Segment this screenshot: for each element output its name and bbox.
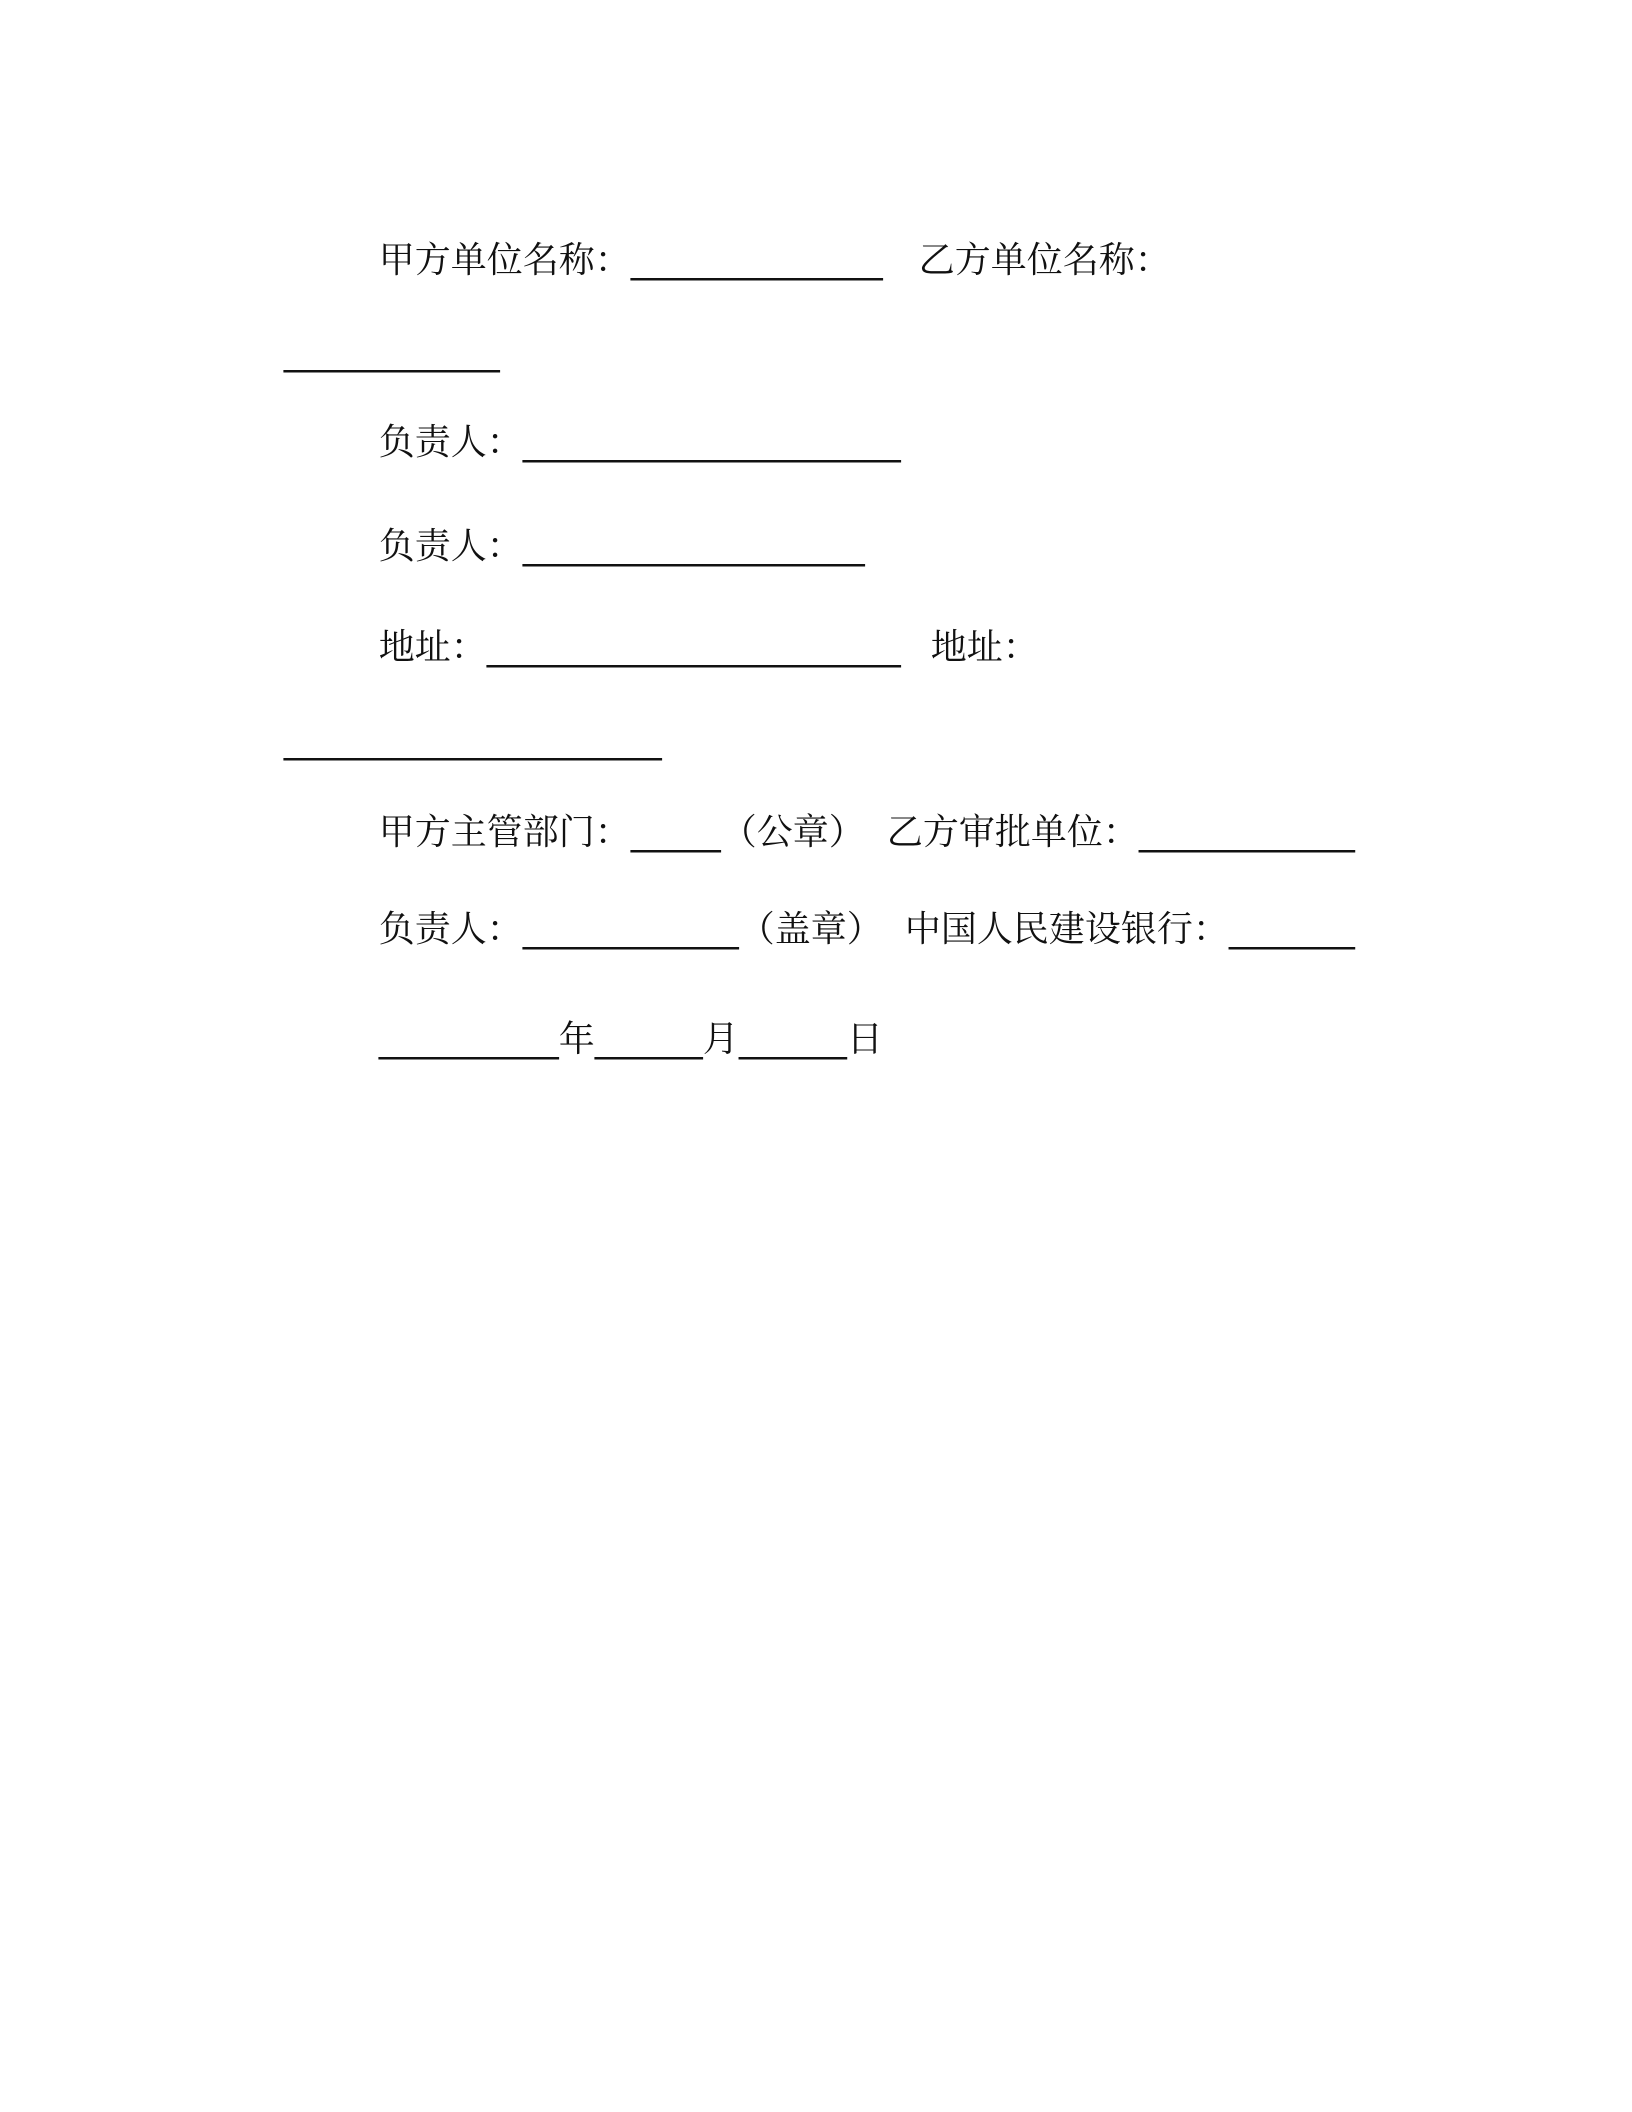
day-blank: ______ [738, 1019, 847, 1060]
address-a-label: 地址： [378, 627, 487, 668]
bank-blank: _______ [1228, 909, 1355, 950]
month-blank: ______ [594, 1019, 703, 1060]
representative-blank: ____________ [522, 909, 739, 950]
party-b-unit-blank: ____________ [283, 332, 500, 373]
bank-label: 中国人民建设银行： [904, 909, 1229, 950]
party-b-representative-line [333, 481, 865, 567]
representative-blank: ___________________ [522, 526, 865, 567]
representative-bank-line [333, 864, 1355, 950]
dept-label: 甲方主管部门： [378, 812, 631, 853]
department-approval-line [333, 767, 1355, 853]
approval-unit-blank: ____________ [1138, 812, 1355, 853]
representative-label: 负责人： [378, 422, 523, 463]
party-unit-names-line [333, 195, 1171, 281]
year-blank: __________ [378, 1019, 559, 1060]
official-seal-note: （公章） [720, 812, 865, 853]
stamp-seal-note: （盖章） [738, 909, 883, 950]
address-b-label: 地址： [930, 627, 1039, 668]
representative-label: 负责人： [378, 909, 523, 950]
representative-label: 负责人： [378, 526, 523, 567]
date-line [333, 974, 883, 1060]
dept-blank: _____ [630, 812, 721, 853]
party-b-unit-blank-line [238, 287, 500, 373]
party-b-unit-label: 乙方单位名称： [918, 240, 1171, 281]
representative-blank: _____________________ [522, 422, 901, 463]
address-line [333, 582, 1039, 668]
party-a-unit-label: 甲方单位名称： [378, 240, 631, 281]
party-a-unit-blank: ______________ [630, 240, 883, 281]
year-label: 年 [558, 1019, 595, 1060]
address-b-blank: _____________________ [283, 720, 662, 761]
address-a-blank: _______________________ [486, 627, 901, 668]
approval-unit-label: 乙方审批单位： [886, 812, 1139, 853]
address-b-blank-line [238, 675, 662, 761]
month-label: 月 [702, 1019, 739, 1060]
day-label: 日 [846, 1019, 883, 1060]
party-a-representative-line [333, 377, 901, 463]
